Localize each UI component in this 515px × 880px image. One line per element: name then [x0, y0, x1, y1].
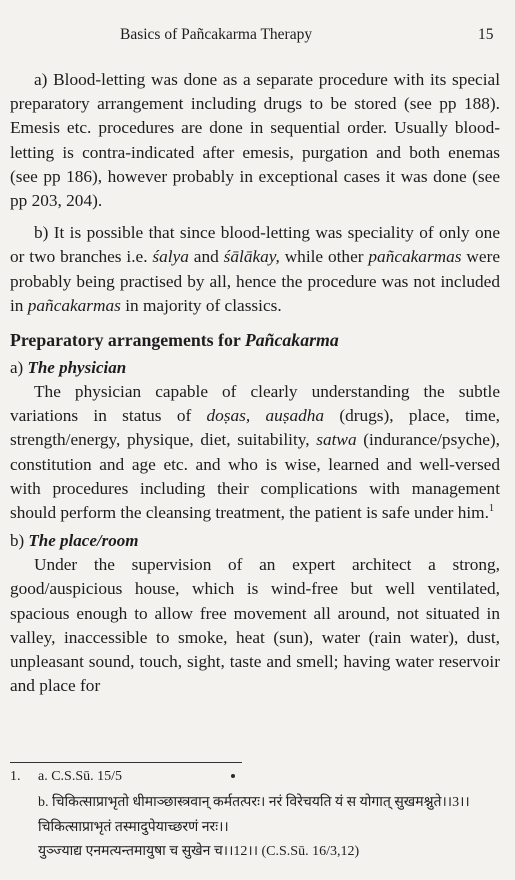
footnote-1a — [10, 767, 122, 787]
subheading-title: The physician — [27, 358, 127, 378]
italic-term: pañcakarmas — [368, 247, 462, 267]
footnote-rule — [10, 762, 242, 763]
italic-term: satwa — [316, 430, 357, 450]
subheading-physician — [10, 356, 500, 380]
footnote-1b-line3: युञ्ज्याद्य एनमत्यन्तमायुषा च सुखेन च।।12।। (C.S.Sū. 16/3,12) — [38, 844, 360, 859]
text-run: were probably being practised by all, hence the procedure was not included in — [10, 247, 501, 315]
paragraph-blood-letting-b — [10, 221, 500, 318]
heading-text: Preparatory arrangements for — [10, 330, 245, 351]
page-number: 15 — [478, 26, 494, 43]
subheading-prefix: b) — [10, 531, 29, 551]
footnote-text: a. C.S.Sū. 15/5 — [38, 769, 123, 784]
footnote-number: 1. — [10, 769, 21, 784]
footnote-1b-line2: चिकित्साप्राभृतं तस्मादुपेयाच्छरणं नरः।। — [38, 820, 229, 835]
text-run: and — [188, 247, 224, 267]
text-run: The physician capable of clearly understanding the subtle variations in status of — [10, 382, 500, 426]
text-run: in majority of classics. — [120, 295, 282, 315]
paragraph-gap — [10, 213, 500, 221]
subheading-title: The place/room — [28, 531, 139, 551]
page-body — [10, 68, 500, 698]
text-run: (indurance/psyche), constitution and age etc. and who is wise, learned and well-versed with procedures including their complications with management should perform the cleansing treatment, the patient is safe under him. — [10, 430, 500, 523]
text-run: b) It is possible that since blood-letting was speciality of only one or two branches i.e. — [10, 223, 500, 267]
heading-italic: Pañcakarma — [244, 330, 339, 351]
subheading-place — [10, 529, 500, 553]
text-run: (drugs), place, time, strength/energy, physique, diet, suitability, — [10, 406, 500, 450]
running-title: Basics of Pañcakarma Therapy — [120, 26, 313, 43]
italic-term: pañcakarmas — [27, 295, 121, 315]
italic-term: śālākay, — [223, 247, 280, 267]
text-run: while other — [279, 247, 369, 267]
ink-dot — [231, 774, 235, 778]
italic-term: śalya — [152, 247, 189, 267]
italic-term: doṣas, auṣadha — [206, 406, 325, 426]
paragraph-place: Under the supervision of an expert architect a strong, good/auspicious house, which is wind-free but well ventilated, spacious enough to allow free movement all around, not situated in valley, inaccessible to smoke, heat (sun), water (rain water), dust, unpleasant sound, touch, sight, taste and smell; having water reservoir and place for — [10, 555, 500, 696]
section-heading — [10, 328, 500, 352]
paragraph-physician — [10, 380, 500, 525]
footnote-marker[interactable]: 1 — [488, 503, 494, 515]
running-header — [0, 26, 515, 48]
paragraph-blood-letting-a: a) Blood-letting was done as a separate procedure with its special preparatory arrangement including drugs to be stored (see pp 188). Emesis etc. procedures are done in sequential order. Usually blood-letting is contra-indicated after emesis, purgation and both enemas (see pp 186), however probably in exceptional cases it was done (see pp 203, 204). — [10, 70, 500, 211]
subheading-prefix: a) — [10, 358, 28, 378]
footnote-1b: b. चिकित्साप्राभृतो धीमाञ्छास्त्रवान् कर्मतत्परः। नरं विरेचयति यं स योगात् सुखमश्नुते।।3।। — [38, 795, 470, 810]
